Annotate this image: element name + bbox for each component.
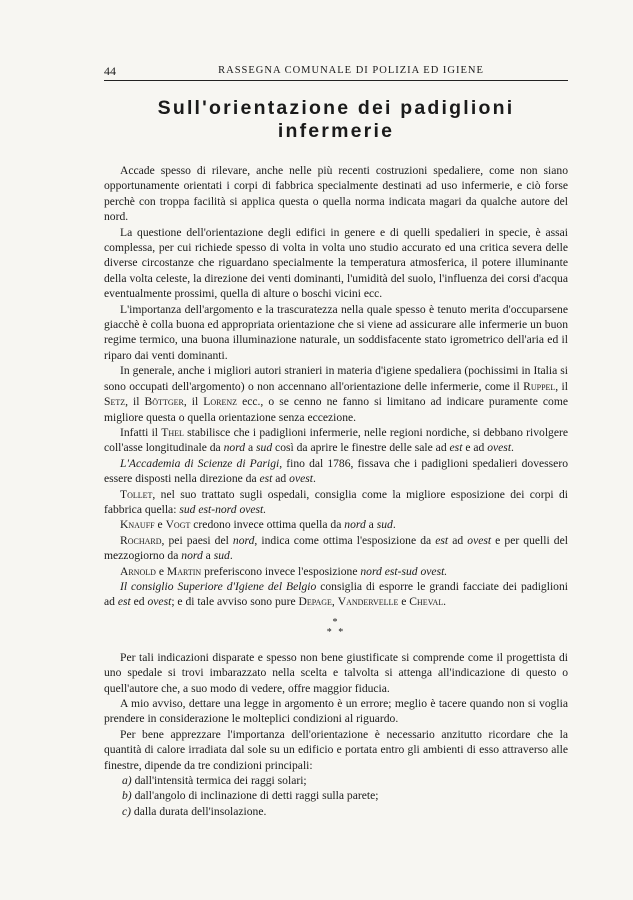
list-item: c) dalla durata dell'insolazione.	[122, 804, 267, 818]
author-name: Depage	[298, 595, 332, 609]
paragraph: L'importanza dell'argomento e la trascuratezza nella quale spesso è tenuto merita d'occuparsene giacchè è colla buona ed appropriata orientazione che si viene ad assicurare alle infermerie un buon regime termico, una buona illuminazione naturale, un soddisfacente stato igrometrico dell'aria ed il riparo dai venti dominanti.	[104, 302, 568, 362]
author-name: Vandervelle	[337, 595, 399, 609]
paragraph: L'Accademia di Scienze di Parigi, fino dal 1786, fissava che i padiglioni spedalieri dovessero essere disposti nella direzione da est ad ovest.	[104, 456, 568, 486]
paragraph: Infatti il Thel stabilisce che i padiglioni infermerie, nelle regioni nordiche, si debbano rivolgere coll'asse longitudinale da nord a sud così da aprire le finestre delle sale ad est e ad ovest.	[104, 425, 568, 455]
author-name: Ruppel	[523, 379, 556, 393]
conditions-list	[104, 773, 568, 819]
list-item: a) dall'intensità termica dei raggi solari;	[122, 774, 307, 788]
running-title: RASSEGNA COMUNALE DI POLIZIA ED IGIENE	[218, 65, 484, 76]
paragraph: Rochard, pei paesi del nord, indica come ottima l'esposizione da est ad ovest e per quelli del mezzogiorno da nord a sud.	[104, 533, 568, 563]
paragraph: A mio avviso, dettare una legge in argomento è un errore; meglio è tacere quando non si voglia prendere in considerazione le molteplici condizioni al riguardo.	[104, 697, 568, 726]
list-item: b) dall'angolo di inclinazione di detti raggi sulla parete;	[122, 789, 379, 803]
author-name: Thel	[161, 425, 184, 439]
paragraph: Tollet, nel suo trattato sugli ospedali, consiglia come la migliore esposizione dei corpi di fabbrica quella: sud est-nord ovest.	[104, 487, 568, 516]
page	[104, 58, 568, 819]
author-name: Knauff	[120, 518, 155, 532]
author-name: Arnold	[120, 564, 156, 578]
paragraph: Knauff e Vogt credono invece ottima quella da nord a sud.	[120, 518, 396, 532]
paragraph: Accade spesso di rilevare, anche nelle più recenti costruzioni spedaliere, come non siano opportunamente orientati i corpi di fabbrica specialmente destinati ad uso infermerie, e ciò forse perchè con troppa facilità si applica questa o quella norma indicata magari da qualche autore del nord.	[104, 164, 568, 224]
author-name: Setz	[104, 395, 126, 409]
header-rule	[104, 80, 568, 81]
author-name: Vogt	[165, 518, 191, 532]
paragraph: Per tali indicazioni disparate e spesso non bene giustificate si comprende come il progettista di uno spedale si trovi imbarazzato nella scelta e talvolta si attenga all'indicazione di questo o quell'autore che, a suo modo di vedere, offre maggior fiducia.	[104, 650, 568, 695]
running-head	[104, 58, 568, 78]
paragraph: In generale, anche i migliori autori stranieri in materia d'igiene spedaliera (pochissimi in Italia si sono occupati dell'argomento) o non accennano all'orientazione delle infermerie, come il Ruppel, il Setz, il Böttger, il Lorenz ecc., o se cenno ne fanno si limitano ad indicare puramente come migliore questa o quella orientazione senza eccezione.	[104, 364, 568, 424]
page-number: 44	[104, 64, 116, 78]
paragraph: La questione dell'orientazione degli edifici in genere e di quelli spedalieri in specie, è assai complessa, per cui richiede spesso di volta in volta uno studio accurato ed una critica severa delle diverse circostanze che riguardano specialmente la temperatura atmosferica, il potere illuminante della volta celeste, la direzione dei venti dominanti, l'umidità del suolo, l'influenza dei corsi d'acqua eventualmente prossimi, quella di alture o boschi vicini ecc.	[104, 225, 568, 301]
author-name: Lorenz	[203, 395, 238, 409]
author-name: Tollet	[120, 487, 153, 501]
author-name: Böttger	[144, 395, 184, 409]
article-title: Sull'orientazione dei padiglioni infermerie	[157, 97, 515, 142]
section-divider-asterism: * * *	[326, 616, 346, 638]
article-body	[104, 163, 568, 819]
paragraph: Arnold e Martin preferiscono invece l'esposizione nord est-sud ovest.	[120, 564, 448, 578]
author-name: Rochard	[120, 533, 162, 547]
author-name: Cheval	[409, 595, 444, 609]
paragraph: Il consiglio Superiore d'Igiene del Belgio consiglia di esporre le grandi facciate dei padiglioni ad est ed ovest; e di tale avviso sono pure Depage, Vandervelle e Cheval.	[104, 579, 568, 609]
author-name: Martin	[166, 564, 202, 578]
paragraph: Per bene apprezzare l'importanza dell'orientazione è necessario anzitutto ricordare che la quantità di calore irradiata dal sole su un edificio e portata entro gli ambienti di esso attraverso alle finestre, dipende da tre condizioni principali:	[104, 727, 568, 772]
